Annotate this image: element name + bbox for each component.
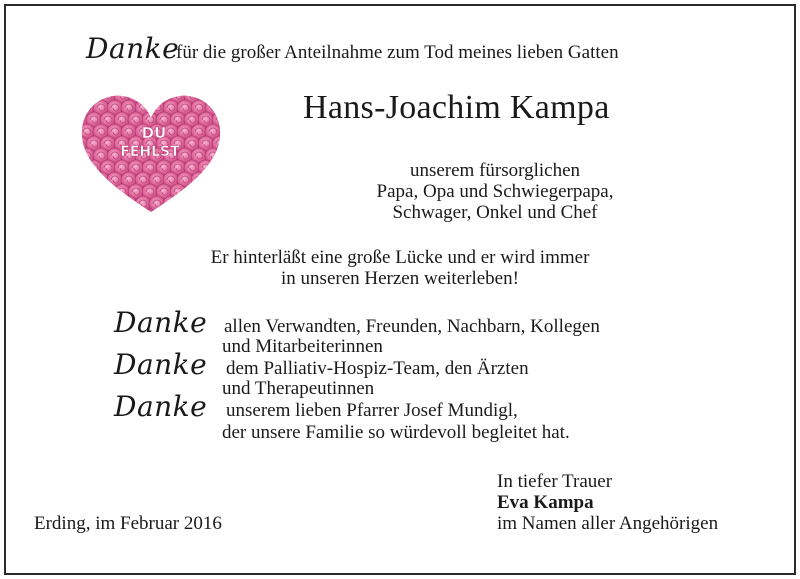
thanks-2-line-2: und Therapeutinnen [222,378,375,399]
deceased-name: Hans-Joachim Kampa [303,89,610,126]
thanks-2-line-1: dem Palliativ-Hospiz-Team, den Ärzten [226,358,529,379]
quote-line-2: in unseren Herzen weiterleben! [281,268,519,289]
signature-name: Eva Kampa [497,492,594,513]
thanks-1-line-1: allen Verwandten, Freunden, Nachbarn, Kollegen [224,316,600,337]
roles-line-1: unserem fürsorglichen [409,160,581,181]
thanks-1-line-2: und Mitarbeiterinnen [222,336,383,357]
thanks-danke-3: Danke [114,390,208,423]
roles-line-3: Schwager, Onkel und Chef [392,202,598,223]
heart-label-fehlst: FEHLST [120,144,180,160]
header-text: für die großer Anteilnahme zum Tod meines lieben Gatten [176,42,619,63]
roles-line-2: Papa, Opa und Schwiegerpapa, [376,181,614,202]
thanks-danke-1: Danke [114,306,208,339]
place-date: Erding, im Februar 2016 [34,513,222,534]
quote-line-1: Er hinterläßt eine große Lücke und er wird immer [210,247,590,268]
header-danke: Danke [86,32,180,65]
thanks-3-line-2: der unsere Familie so würdevoll begleitet hat. [222,422,570,443]
signature-line-1: In tiefer Trauer [497,471,613,492]
signature-line-3: im Namen aller Angehörigen [497,513,719,534]
thanks-3-line-1: unserem lieben Pfarrer Josef Mundigl, [226,400,518,421]
thanks-danke-2: Danke [114,348,208,381]
heart-label-du: DU [141,124,167,142]
rose-heart-image [78,92,224,216]
